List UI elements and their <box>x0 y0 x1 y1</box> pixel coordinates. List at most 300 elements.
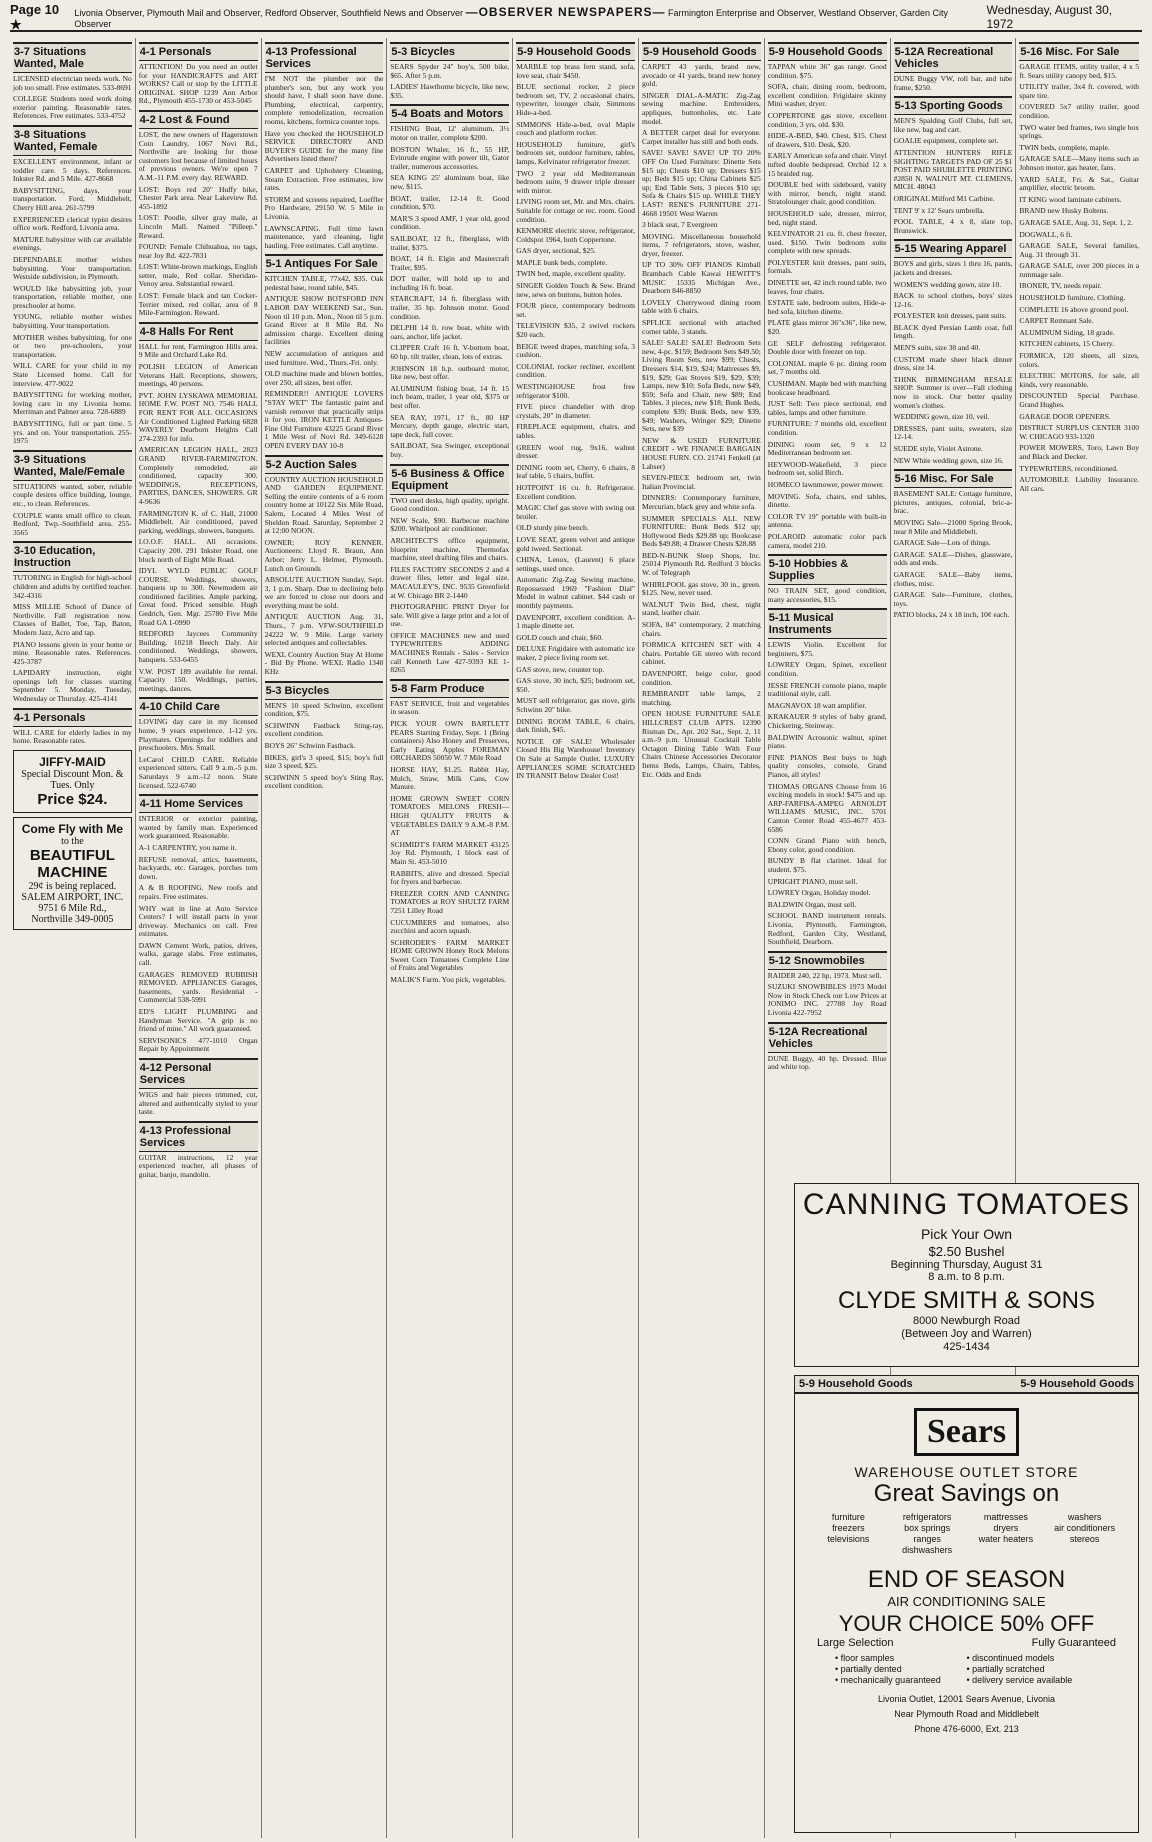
classified-ad: SPFLICE sectional with attached corner table, 3 stands. <box>641 318 761 336</box>
classified-ad: LIVING room set, Mr. and Mrs. chairs. Suitable for cottage or rec. room. Good condition. <box>516 197 635 224</box>
sears-legend-item <box>967 1675 1099 1686</box>
canning-start-date: Beginning Thursday, August 31 <box>890 1259 1043 1271</box>
classified-ad: SEARS Spyder 24" boy's, 500 bike, $65. After 5 p.m. <box>390 62 510 80</box>
classified-ad: POLYESTER knit dresses, pant suits. <box>893 311 1007 321</box>
classified-ad: BOAT, 14 ft. Elgin and Mastercraft Trailer, $95. <box>390 254 510 272</box>
sears-directions: Near Plymouth Road and Middlebelt <box>894 1709 1039 1719</box>
classified-ad: ATTENTION! Do you need an outlet for your HANDICRAFTS and ART WORKS? Call or stop by the LITTLE ORIGINAL SHOP 1239 Ann Arbor Rd., Plymouth 455-1730 or 453-5045 <box>138 62 258 106</box>
section-heading: 5-12 Snowmobiles <box>768 951 887 970</box>
classified-column <box>513 38 639 1838</box>
classified-ad: COLLEGE Students need work doing exterior painting. Reasonable rates. References. Free estimates. 533-4752 <box>13 94 132 121</box>
bullet-icon: • <box>835 1664 841 1674</box>
classified-ad: HOUSEHOLD furniture, girl's bedroom set, outdoor furniture, tables, lamps, Kelvinator refrigerator freezer. <box>516 139 635 166</box>
classified-ad: REFUSE removal, attics, basements, backyards, etc. Garages, porches torn down. <box>138 854 258 881</box>
classified-ad: DUNE Buggy VW, roll bar, and tube frame, $250. <box>893 74 1013 92</box>
bullet-icon: • <box>966 1675 973 1685</box>
sears-discount: YOUR CHOICE 50% OFF <box>838 1611 1095 1636</box>
section-heading: 5-6 Business & Office Equipment <box>390 464 509 495</box>
classified-ad: SEVEN-PIECE bedroom set, twin Italian Provincial. <box>641 473 761 491</box>
classified-ad: WOMEN'S wedding gown, size 10. <box>893 279 1002 289</box>
sears-legend-label: delivery service available <box>972 1675 1073 1685</box>
classified-ad: WILL CARE for elderly ladies in my home. Reasonable rates. <box>13 727 132 746</box>
section-heading: 5-2 Auction Sales <box>265 455 384 474</box>
issue-date: Wednesday, August 30, 1972 <box>986 3 1113 31</box>
classified-ad: THOMAS ORGANS Choose from 16 exciting models in stock! $475 and up. ARP-FARFISA-AMPEG ARNOLDT WILLIAMS MUSIC, INC. 5701 Canton Center Road 455-4677 453-6586 <box>767 781 887 834</box>
classified-ad: FIVE piece chandelier with drop crystals, 20" in diameter. <box>516 402 635 420</box>
classified-ad: CARPET Remnant Sale. <box>1019 316 1094 326</box>
classified-ad: RABBITS, alive and dressed. Special for fryers and barbecue. <box>390 868 510 887</box>
classified-ad: NO TRAIN SET, good condition, many accessories, $15. <box>767 586 887 604</box>
classified-ad: MEN'S 10 speed Schwinn, excellent condition, $75. <box>264 700 384 719</box>
classified-ad: DINETTE set, 42 inch round table, two leaves, four chairs. <box>767 278 887 296</box>
display-ad-box <box>13 750 132 813</box>
classified-ad: POLYESTER knit dresses, pant suits, formals. <box>767 257 887 276</box>
section-heading: 5-9 Household Goods <box>1020 1378 1134 1390</box>
classified-ad: GARAGE Sale—Lots of things. <box>893 538 991 548</box>
canning-address: 8000 Newburgh Road <box>912 1315 1021 1327</box>
classified-ad: PLATE glass mirror 36"x36", like new, $20. <box>767 318 887 337</box>
classified-ad: FIREPLACE equipment, chairs, and tables. <box>516 422 635 440</box>
sears-savings-line: Great Savings on <box>873 1480 1060 1507</box>
classified-ad: LOST: White-brown markings, English setter, male, Red collar. Sheridan-Venoy area. Substantial reward. <box>138 262 258 289</box>
classified-ad: TWO water bed frames, two single box springs. <box>1019 122 1140 141</box>
classified-ad: DAWN Cement Work, patios, drives, walks, garage slabs. Free estimates, call. <box>138 940 258 968</box>
classified-ad: INTERIOR or exterior painting, wanted by family man. Experienced work guaranteed. Reasonable. <box>138 814 258 841</box>
classified-ad: MEN'S Spalding Golf Clubs, full set, like new, bag and cart. <box>893 116 1013 134</box>
classified-ad: COUNTRY AUCTION HOUSEHOLD AND GARDEN EQUIPMENT. Selling the entire contents of a 6 room country home at 10122 Six Mile Road, Salem, Located 4 Miles West of Sheldon Road. Saturday, September 2 at 12:00 NOON. <box>264 474 384 536</box>
classified-ad: SIMMONS Hide-a-bed, oval Maple couch and platform rocker. <box>516 119 635 138</box>
sears-warehouse-ad <box>794 1375 1139 1833</box>
classified-ad: GARAGE SALE—Baby items, clothes, misc. <box>893 569 1013 588</box>
classified-ad: SOFA, 84" contemporary, 2 matching chairs. <box>641 620 761 638</box>
classified-ad: CLIPPER Craft 16 ft. V-bottom boat, 60 hp. tilt trailer, clean, lots of extras. <box>390 343 510 362</box>
classified-ad: REMBRANDT table lamps, 2 matching. <box>641 689 761 707</box>
classified-ad: GARAGE ITEMS, utility trailer, 4 x 5 ft. Sears utility canopy bed, $15. <box>1019 62 1140 80</box>
classified-ad: BASEMENT SALE: Cottage furniture, pictures, antiques, colonial, bric-a-brac. <box>893 489 1013 516</box>
section-heading: 5-11 Musical Instruments <box>768 608 887 639</box>
sears-large-selection: Large Selection <box>817 1637 894 1649</box>
classified-ad: PIANO lessons given in your home or mine. Reasonable rates. References. 425-3787 <box>13 639 132 666</box>
classified-ad: HALL for rent, Farmington Hills area. 9 Mile and Orchard Lake Rd. <box>138 341 258 360</box>
classified-ad: BRAND new Husky Boltens. <box>1019 206 1109 216</box>
classified-ad: HOME GROWN SWEET CORN TOMATOES MELONS FRESH—HIGH QUALITY FRUITS & VEGETABLES DAILY 9 A.M.-8 P.M. AT <box>390 793 510 838</box>
classified-ad: FORMICA KITCHEN SET with 4 chairs. Portable GE stereo with record cabinet. <box>641 640 761 667</box>
classified-ad: ED'S LIGHT PLUMBING and Handyman Service. "A grip is no friend of mine." All work guaranteed. <box>138 1007 258 1034</box>
classified-ad: POLISH LEGION of American Veterans Hall. Receptions, showers, meetings, 40 persons. <box>138 362 258 389</box>
sears-headline: END OF SEASON <box>867 1566 1066 1593</box>
classified-ad: TWO steel desks, high quality, upright. Good condition. <box>390 495 510 514</box>
classified-ad: CUSTOM made sheer black dinner dress, size 14. <box>893 354 1013 373</box>
sears-logo: Sears <box>914 1408 1019 1456</box>
classified-ad: LeCarol CHILD CARE. Reliable experienced sitters. Call 9 a.m.-5 p.m. Saturdays 9 a.m.-12 noon. State licensed. 522-6740 <box>138 754 258 790</box>
classified-ad: UPRIGHT PIANO, must sell. <box>767 876 858 886</box>
classified-ad: STORM and screens repaired, Loeffler Pro Hardware, 29150 W. 5 Mile in Livonia. <box>264 194 384 221</box>
classified-ad: WIGS and hair pieces trimmed, cut, altered and authentically styled to your taste. <box>138 1090 258 1117</box>
classified-ad: HIDE-A-BED, $40. Chest, $15. Chest of drawers, $10. Desk, $20. <box>767 131 887 149</box>
classified-ad: NEW Scale, $90. Barbecue machine $200. Whirlpool air conditioner. <box>390 515 510 534</box>
section-heading: 5-9 Household Goods <box>799 1378 913 1390</box>
classified-ad: A BETTER carpet deal for everyone. Carpet installer has still and both ends. <box>641 128 761 146</box>
classified-ad: DINNERS: Contemporary furniture, Mercurian, black grey and white sofa. <box>641 493 761 511</box>
classified-ad: DISCOUNTED Special Purchase. Grand Hughes. <box>1019 391 1140 409</box>
sears-guarantee-row <box>795 1637 1138 1649</box>
section-heading: 4-8 Halls For Rent <box>139 322 258 341</box>
classified-ad: TYPEWRITERS, reconditioned. <box>1019 463 1118 473</box>
classified-ad: ORIGINAL Milford M1 Carbine. <box>893 193 995 203</box>
classified-ad: EXPERIENCED clerical typist desires office work. Redford, Livonia area. <box>13 214 132 233</box>
classified-ad: GARAGE SALE, over 200 pieces in a rummage sale. <box>1019 261 1140 279</box>
classified-ad: DINING room set, Cherry, 6 chairs, 8 leaf table, 5 chairs, buffet. <box>516 462 635 481</box>
classified-ad: FURNITURE: 7 months old, excellent condition. <box>767 419 887 437</box>
classified-ad: CARPET and Upholstery Cleaning, Steam Extraction. Free estimates, low rates. <box>264 165 384 193</box>
classified-ad: NOTICE OF SALE! Wholesaler Closed His Big Warehouse! Inventory On Sale at Sample Outlet. LUXURY APPLIANCES SOME SCRATCHED IN TRANSIT Below Dealer Cost! <box>516 736 635 781</box>
classified-ad: BEIGE tweed drapes, matching sofa, 3 cushion. <box>516 341 635 360</box>
sears-legend <box>795 1649 1138 1690</box>
section-heading: 3-10 Education, Instruction <box>13 541 132 572</box>
classified-ad: GAS dryer, sectional, $25. <box>516 246 596 256</box>
classified-ad: WEXL Country Auction Stay At Home - Bid By Phone. WEXL Radio 1340 KHz <box>264 649 384 677</box>
classified-ad: JOHNSON 18 h.p. outboard motor, like new, best offer. <box>390 363 510 382</box>
section-heading: 4-1 Personals <box>13 708 132 727</box>
classified-ad: BED-N-BUNK Sleep Shops, Inc. 25014 Plymouth Rd. Redford 3 blocks W. of Telegraph <box>641 550 761 578</box>
classified-ad: GARAGE SALE, Aug. 31, Sept. 1, 2. <box>1019 217 1133 227</box>
classified-ad: SUMMER SPECIALS ALL NEW FURNITURE: Bunk Beds $12 up; Hollywood Beds $29.88 up; Bookcase Beds $49.88; 4 Drawer Chests $28.88 <box>641 513 761 549</box>
classified-ad: ARCHITECT'S office equipment, blueprint machine, Thermofax machine, steel drafting files and chairs. <box>390 535 510 563</box>
classified-ad: OLD sturdy pine bench. <box>516 523 589 533</box>
classified-ad: DAVENPORT, excellent condition. A-1 maple dinette set. <box>516 612 635 631</box>
section-heading: 4-13 Professional Services <box>265 42 384 73</box>
canning-phone: 425-1434 <box>943 1341 990 1353</box>
section-heading: 5-4 Boats and Motors <box>390 104 509 123</box>
canning-headline: CANNING TOMATOES <box>802 1188 1131 1221</box>
classified-ad: HOUSEHOLD sale, dresser, mirror, bed, night stand. <box>767 208 887 227</box>
classified-ad: MAGNAVOX 18 watt amplifier. <box>767 700 867 710</box>
section-heading: 5-9 Household Goods <box>642 42 761 61</box>
classified-ad: BLACK dyed Persian Lamb coat, full length. <box>893 322 1013 341</box>
classified-ad: SALE! SALE! SALE! Bedroom Sets new, 4-pc. $159; Bedroom Sets $49.50; Living Room Sets, new $99; Chests, Dressers $14, $19, $24; Mattresses $9, $19, $29; Gas Stoves $19, $29, $39; Lamps, new $10; Sofa Beds, new $49, $59; Sofa and Chair, new $89; End Tables, 3 pieces, new $18; Bunk Beds, complete $39; Bunk Beds, new $39, $49; Washers, Wringer $29; Dinette Sets, new $39 <box>641 338 761 434</box>
classified-ad: ABSOLUTE AUCTION Sunday, Sept. 3, 1 p.m. Sharp. Due to declining help we are forced to close our doors and everything must be sold. <box>264 575 384 610</box>
classified-ad: GARAGE Sale—Furniture, clothes, toys. <box>893 590 1013 608</box>
classified-ad: LEWIS Violin. Excellent for beginners, $75. <box>767 640 887 658</box>
classified-column <box>387 38 513 1838</box>
classified-ad: KITCHEN TABLE, 77x42, $35. Oak pedestal base, round table, $45. <box>264 274 384 292</box>
sears-fully-guaranteed: Fully Guaranteed <box>1031 1637 1116 1649</box>
bullet-icon: • <box>966 1664 973 1674</box>
classified-ad: REDFORD Jaycees Community Building, 10218 Beech Daly. Air conditioned. Weddings, showers, banquets. 533-6455 <box>138 629 258 665</box>
classified-ad: RAIDER 240, 22 hp, 1973. Must sell. <box>767 970 882 980</box>
sears-legend-label: discontinued models <box>972 1653 1055 1663</box>
classified-ad: HOTPOINT 16 cu. ft. Refrigerator. Excellent condition. <box>516 482 635 501</box>
classified-ad: DINING ROOM TABLE, 6 chairs, dark finish, $45. <box>516 716 635 735</box>
classified-ad: COUPLE wants small office to clean. Redford, Twp.-Southfield area. 255-3565 <box>13 510 132 537</box>
classified-ad: COLOR TV 19" portable with built-in antenna. <box>767 511 887 530</box>
classified-ad: YOUNG, reliable mother wishes babysitting. Your transportation. <box>13 312 132 331</box>
classified-ad: SITUATIONS wanted, sober, reliable couple desires office building, lounge, etc., to clean. References. <box>13 481 132 508</box>
sears-product: ranges <box>913 1534 941 1544</box>
section-heading: 4-13 Professional Services <box>139 1121 258 1152</box>
classified-ad: GARAGES REMOVED RUBBISH REMOVED. APPLIANCES Garages, basements, yards. Residential - Commercial 538-5991 <box>138 969 258 1005</box>
sears-legend-item <box>967 1664 1099 1675</box>
section-heading: 5-9 Household Goods <box>516 42 635 61</box>
section-heading: 5-13 Sporting Goods <box>894 96 1013 115</box>
classified-ad: A & B ROOFING. New roofs and repairs. Free estimates. <box>138 883 258 901</box>
section-heading: 5-9 Household Goods <box>768 42 887 61</box>
classified-ad: COMPLETE 16 above ground pool. <box>1019 304 1129 314</box>
classified-ad: HOMECO lawnmower, power mower. <box>767 479 884 489</box>
classified-ad: WESTINGHOUSE frost free refrigerator $100. <box>516 382 635 400</box>
classified-ad: CHINA, Lenox, (Laurent) 6 place settings, used once. <box>516 555 635 573</box>
sears-legend-item <box>835 1675 967 1686</box>
sears-product-grid <box>795 1508 1138 1560</box>
display-ad-line: Special Discount Mon. & Tues. Only <box>21 768 124 791</box>
classified-ad: COLONIAL rocker recliner, excellent condition. <box>516 361 635 380</box>
classified-ad: IDYL WYLD PUBLIC GOLF COURSE. Weddings, showers, banquets up to 300. Newmodern air conditioned facilities. Ample parking. Great food. Priced sensible. Hugh Gedrich, Gen. Mgr. 25780 Five Mile Road GA 1-0990 <box>138 566 258 627</box>
classified-ad: SINGER DIAL-A-MATIC Zig-Zag sewing machine. Embroiders, appliques, buttonholes, etc. Late model. <box>641 90 761 126</box>
classified-ad: YARD SALE, Fri. & Sat., Guitar amplifier, electric broom. <box>1019 174 1140 193</box>
classified-ad: CONN Grand Piano with bench, Ebony color, good condition. <box>767 836 887 854</box>
classified-ad: FOUND: Female Chihuahua, no tags, near Joy Rd. 422-7831 <box>138 242 258 260</box>
classified-ad: MEN'S suits, size 38 and 40. <box>893 343 981 353</box>
classified-ad: LOWREY Organ, Spinet, excellent condition. <box>767 660 887 679</box>
classified-ad: GAS stove, new, counter top. <box>516 664 605 674</box>
classified-ad: SCHMIDT'S FARM MARKET 43125 Joy Rd. Plymouth, 1 block east of Main St. 453-5010 <box>390 839 510 866</box>
sears-legend-label: floor samples <box>840 1653 895 1663</box>
classified-ad: SOFA, chair, dining room, bedroom, excellent condition. Frigidaire skinny Mini washer, dryer. <box>767 82 887 109</box>
display-ad-line: BEAUTIFUL MACHINE <box>29 846 115 881</box>
canning-price: $2.50 Bushel <box>928 1244 1005 1259</box>
sears-product: water heaters <box>978 1534 1034 1544</box>
classified-ad: FREEZER CORN AND CANNING TOMATOES at ROY SHULTZ FARM 7251 Lilley Road <box>390 888 510 915</box>
classified-ad: DINING room set, 9 x 12 Mediterranean bedroom set. <box>767 439 887 458</box>
classified-ad: LADIES' Hawthorne bicycle, like new, $35. <box>390 82 510 100</box>
classified-ad: JESSE FRENCH console piano, maple traditional style, call. <box>767 680 887 699</box>
classified-ad: ALUMINUM fishing boat, 14 ft. 15 inch beam, trailer, 1 year old, $375 or best offer. <box>390 383 510 410</box>
sears-product: air conditioners <box>1054 1523 1116 1533</box>
classified-ad: TUTORING in English for high-school children and adults by certified teacher. 342-4316 <box>13 573 132 600</box>
classified-ad: GOLD couch and chair, $60. <box>516 632 603 642</box>
classified-ad: I'M NOT the plumber nor the plumber's son, but any work you should have, I shall soon have done. Plumbing, electrical, carpentry, complete remodelization, recreation rooms, kitchens, formica counter tops. <box>264 74 384 126</box>
section-heading: 5-10 Hobbies & Supplies <box>768 554 887 585</box>
classified-ad: V.W. POST 189 available for rental. Capacity 150. Weddings, parties, meetings, dances. <box>138 666 258 693</box>
classified-column <box>10 38 136 1838</box>
classified-ad: MATURE babysitter with car available evenings. <box>13 234 132 253</box>
section-heading: 3-7 Situations Wanted, Male <box>13 42 132 73</box>
classified-ad: FORMICA, 120 sheets, all sizes, colors. <box>1019 351 1140 369</box>
classified-ad: PATIO blocks, 24 x 18 inch, 10¢ each. <box>893 610 1010 620</box>
classified-ad: STARCRAFT, 14 ft. fiberglass with trailer, 35 hp. Johnson motor. Good condition. <box>390 294 510 321</box>
classified-ad: KENMORE electric stove, refrigerator, Coldspot 1964, both Coppertone. <box>516 226 635 244</box>
classified-ad: SERVISONICS 477-1010 Organ Repair by Appointment <box>138 1035 258 1054</box>
classified-ad: FAST SERVICE, fruit and vegetables in season. <box>390 698 510 717</box>
section-heading: 3-8 Situations Wanted, Female <box>13 125 132 156</box>
classified-ad: PHOTOGRAPHIC PRINT Dryer for sale. Will give a large print and a lot of use. <box>390 602 510 629</box>
classified-ad: CARPET 43 yards, brand new, avocado or 41 yards, brand new honey gold. <box>641 62 761 89</box>
classified-ad: LOVING day care in my licensed home, 9 years experience. 1-12 yrs. Playmates. Openings for toddlers and preschoolers. Mrs. Small. <box>138 717 258 753</box>
classified-ad: DOGWALL, 6 ft. <box>1019 229 1073 239</box>
classified-ad: BABYSITTING, full or part time. 5 yrs. and on. Your transportation. 255-1975 <box>13 419 132 446</box>
classified-ad: KRAKAUER 9 styles of baby grand, Chickering, Steinway. <box>767 712 887 731</box>
canning-pick-line: Pick Your Own <box>920 1226 1013 1242</box>
classified-ad: BABYSITTING, days, your transportation. Ford, Middlebelt, Cherry Hill area. 261-5799 <box>13 185 132 212</box>
canning-farm-name: CLYDE SMITH & SONS <box>838 1287 1095 1314</box>
classified-ad: SUEDE style, Violet Astrone. <box>893 444 983 453</box>
classified-ad: MAPLE bunk beds, complete. <box>516 257 608 267</box>
sears-address: Livonia Outlet, 12001 Sears Avenue, Livonia <box>878 1694 1055 1704</box>
classified-ad: FARMINGTON K. of C. Hall, 21000 Middlebelt. Air conditioned, paved parking, weddings, showers, banquets. <box>138 508 258 535</box>
classified-ad: DOUBLE bed with sideboard, vanity with mirror, bench, night stand. Stratolounger chair, good condition. <box>767 180 887 207</box>
classified-ad: MUST sell refrigerator, gas stove, girls Schwinn 20" bike. <box>516 696 635 714</box>
classified-ad: PVT. JOHN LYSKAWA MEMORIAL HOME F.W. POST NO. 7546 HALL FOR RENT FOR ALL OCCASIONS Air Conditioned Lighted Parking 6828 WAVERLY Dearborn Heights Call 274-2393 for info. <box>138 390 258 443</box>
classified-ad: SCHWINN 5 speed boy's Sting Ray, excellent condition. <box>264 772 384 791</box>
sears-product: washers <box>1067 1512 1102 1522</box>
classified-ad: POWER MOWERS, Toro, Lawn Boy and Black and Decker. <box>1019 443 1140 461</box>
sears-product: dryers <box>993 1523 1019 1533</box>
section-heading: 4-1 Personals <box>139 42 258 61</box>
section-heading: 5-1 Antiques For Sale <box>265 254 384 273</box>
bullet-icon: • <box>966 1653 973 1663</box>
classified-ad: MAR'S 3 speed AMF, 1 year old, good condition. <box>390 213 510 232</box>
classified-ad: IT KING wood laminate cabinets. <box>1019 194 1122 204</box>
classified-ad: BACK to school clothes, boys' sizes 12-16. <box>893 291 1013 309</box>
section-heading: 5-12A Recreational Vehicles <box>768 1022 887 1053</box>
classified-ad: MOTHER wishes babysitting, for one or two pre-schoolers, your transportation. <box>13 332 132 359</box>
canning-cross-streets: (Between Joy and Warren) <box>901 1328 1032 1340</box>
classified-column <box>639 38 765 1838</box>
display-ad-box <box>13 817 132 930</box>
bullet-icon: • <box>835 1653 841 1663</box>
classified-ad: LOVELY Cherrywood dining room table with 6 chairs. <box>641 297 761 316</box>
classified-ad: FINE PIANOS Best buys to high quality consoles, console, Grand Pianos, all styles! <box>767 752 887 779</box>
classified-ad: EXCELLENT environment, infant or toddler care. 5 days. References. Inkster Rd. and 5 Mile. 427-8668 <box>13 156 132 184</box>
display-ad-line: JIFFY-MAID <box>39 754 106 769</box>
canning-hours: 8 a.m. to 8 p.m. <box>928 1271 1005 1283</box>
section-heading: 5-16 Misc. For Sale <box>894 469 1013 488</box>
classified-ad: MOVING Sale—21000 Spring Brook, near 8 Mile and Middlebelt. <box>893 517 1013 536</box>
section-heading: 3-9 Situations Wanted, Male/Female <box>13 450 132 481</box>
left-papers: Livonia Observer, Plymouth Mail and Observer, Redford Observer, Southfield News and Observer <box>74 8 464 18</box>
classified-ad: GARAGE SALE, Several families, Aug. 31 through 31. <box>1019 241 1140 259</box>
newspaper-title: —OBSERVER NEWSPAPERS— <box>465 5 666 19</box>
display-ad-line: to the <box>61 835 84 847</box>
classified-ad: TELEVISION $35, 2 swivel rockers $20 each. <box>516 321 635 340</box>
classified-ad: GUITAR instructions, 12 year experienced teacher, all phases of guitar, banjo, mandolin. <box>138 1152 258 1179</box>
sears-product: televisions <box>827 1534 870 1544</box>
classified-ad: WALNUT Twin Bed, chest, night stand, leather chair. <box>641 599 761 618</box>
classified-ad: KITCHEN cabinets, 15 Cherry. <box>1019 339 1115 349</box>
section-heading: 4-11 Home Services <box>139 794 258 813</box>
classified-ad: EARLY American sofa and chair. Vinyl tufted double bedspread. Orchid 12 x 15 braided rug. <box>767 151 887 178</box>
classified-ad: SAVE! SAVE! SAVE! UP TO 20% OFF On Used Furniture: Dinette Sets $15 up; Chests $10 up; Dressers $15 up; Beds $15 up; China Cabinets $25 up; End Table Sets, 3 pieces $10 up; Sofa & Chairs $15 up. WHILE THEY LAST! RENE'S FURNITURE 271-4668 19501 West Warren <box>641 148 761 218</box>
classified-ad: THINK BIRMINGHAM RESALE SHOP. Summer is over—Fall clothing now in stock. Our better quality women's clothes. <box>893 374 1013 410</box>
section-heading: 4-12 Personal Services <box>139 1058 258 1089</box>
classified-ad: MAGIC Chef gas stove with swing out broiler. <box>516 503 635 521</box>
sears-product: refrigerators <box>902 1512 952 1522</box>
classified-ad: LOST: Female black and tan Cocker-Terrier mixed, red collar, area of 8 Mile-Farmington. Reward. <box>138 291 258 318</box>
page-number: Page 10 ★ <box>10 1 60 32</box>
classified-ad: GAS stove, 30 inch, $25; bedroom set, $50. <box>516 676 635 694</box>
classified-ad: FOUR piece, contemporary bedroom set. <box>516 301 635 319</box>
classified-ad: NEW & USED FURNITURE CREDIT - WE FINANCE BARGAIN HOUSE FURN. CO. 21741 Fenkell (at Lahser) <box>641 435 761 471</box>
classified-ad: ANTIQUE SHOW BOTSFORD INN LABOR DAY WEEKEND Sat., Sun. Noon til 10 p.m. Mon., Noon til 5 p.m. Grand River at 8 Mile Rd. No admission charge. Excellent dining facilities <box>264 294 384 347</box>
classified-ad: TWIN beds, complete, maple. <box>1019 142 1110 152</box>
sears-legend-item <box>835 1664 967 1675</box>
classified-ad: MOVING. Miscellaneous household items, 7 refrigerators, stove, washer, dryer, freezer. <box>641 231 761 258</box>
classified-ad: TWIN bed, maple, excellent quality. <box>516 269 626 279</box>
classified-ad: MOVING. Sofa, chairs, end tables, dinette. <box>767 491 887 510</box>
classified-ad: GARAGE DOOR OPENERS. <box>1019 411 1111 421</box>
section-heading: 4-10 Child Care <box>139 697 258 716</box>
classified-ad: AMERICAN LEGION HALL, 2823 GRAND RIVER-FARMINGTON. Completely remodeled, air conditioned, capacity 300. WEDDINGS, RECEPTIONS, PARTIES, DANCES, SHOWERS. GR 4-9636 <box>138 445 258 506</box>
classified-ad: WEDDING gown, size 10, veil. <box>893 412 990 422</box>
classified-ad: BALDWIN Acrosonic walnut, spinet piano. <box>767 732 887 751</box>
display-ad-line: Price $24. <box>37 790 108 808</box>
classified-ad: LOST: Boys red 20" Huffy bike, Chester Park area. Near Lakeview Rd. 455-1892 <box>138 184 258 211</box>
classified-ad: REMINDER!! ANTIQUE LOVERS "STAY WET" The fantastic paint and varnish remover that practically strips it for you. IRON KETTLE Antiques-Fine Old Furniture 43225 Grand River 1 Mile West of Novi Rd. 349-6128 OPEN EVERY DAY 10-8 <box>264 389 384 450</box>
classified-ad: CUSHMAN. Maple bed with matching bookcase headboard. <box>767 379 887 397</box>
classified-ad: TAPPAN white 36" gas range. Good condition. $75. <box>767 62 887 80</box>
classified-ad: SEA KING 25' aluminum boat, like new, $115. <box>390 173 510 191</box>
classified-ad: LOST: Poodle, silver gray male, at Lincoln Mall. Named "Pilleep." Reward. <box>138 213 258 240</box>
classified-ad: POLAROID automatic color pack camera, model 210. <box>767 531 887 550</box>
classified-ad: JUST Sell: Two piece sectional, end tables, lamps and other furniture. <box>767 399 887 417</box>
classified-ad: WOULD like babysitting job, your transportation, reliable mother, one preschooler at home. <box>13 283 132 310</box>
classified-ad: CUCUMBERS and tomatoes, also zucchini and acorn squash. <box>390 917 510 936</box>
classified-ad: DAVENPORT, beige color, good condition. <box>641 669 761 687</box>
sears-section-header <box>795 1376 1138 1394</box>
classified-ad: BOSTON Whaler, 16 ft., 55 HP, Evinrude engine with power tilt, Gator trailer, numerous accessories. <box>390 144 510 171</box>
classified-ad: DUNE Buggy, 40 hp. Dressed. Blue and white top. <box>767 1053 887 1072</box>
classified-ad: GARAGE SALE—Many items such as Johnson motor, gas heater, fans. <box>1019 154 1140 172</box>
classified-ad: SCHOOL BAND instrument rentals. Livonia, Plymouth, Farmington, Redford, Garden City, Westland, Southfield, Dearborn. <box>767 911 887 947</box>
classified-ad: LOVE SEAT, green velvet and antique gold tweed. Sectional. <box>516 534 635 553</box>
classified-ad: GARAGE SALE—Dishes, glassware, odds and ends. <box>893 549 1013 568</box>
classified-ad: COVERED 5x7 utility trailer, good condition. <box>1019 102 1140 120</box>
classified-ad: BIKES, girl's 3 speed, $15; boy's full size 3 speed, $25. <box>264 752 384 771</box>
classified-ad: POOL TABLE, 4 x 8, slate top, Brunswick. <box>893 217 1013 235</box>
classified-ad: ELECTRIC MOTORS, for sale, all kinds, very reasonable. <box>1019 371 1140 389</box>
classified-column <box>136 38 262 1838</box>
classified-ad: OPEN HOUSE FURNITURE SALE HILLCREST CLUB APTS. 12390 Risman Dr., Apt. 202 Sat., Sept. 2, 11 a.m.-9 p.m. Unusual Cocktail Table Octagon Dining Table With Four Chairs Chinese Accessories Decorator Items Beds, Lamps, Chairs, Tables, Etc. Odds and Ends <box>641 709 761 779</box>
classified-ad: MALIK'S Farm. You pick, vegetables. <box>390 975 506 985</box>
classified-ad: BABYSITTING for working mother, loving care in my Livonia home. Merriman and Palmer area. 728-6889 <box>13 390 132 417</box>
sears-subhead: AIR CONDITIONING SALE <box>887 1594 1046 1609</box>
sears-legend-label: mechanically guaranteed <box>840 1675 941 1685</box>
classified-ad: SAILBOAT, Sea Swinger, exceptional buy. <box>390 441 510 459</box>
classified-ad: FISHING Boat, 12' aluminum, 3½ motor on trailer, complete $200. <box>390 124 510 142</box>
sears-phone: Phone 476-6000, Ext. 213 <box>914 1724 1019 1734</box>
sears-legend-label: partially dented <box>840 1664 902 1674</box>
sears-product <box>967 1545 1046 1556</box>
classified-ad: LOST, the new owners of Hagerstown Coin Laundry, 1067 Novi Rd., Northville are looking for those customers lost because of limited hours of previous owners. We're open 7 A.M.-11 P.M. every day. REWARD. <box>138 129 258 182</box>
classified-ad: GE SELF defrosting refrigerator. Double door with freezer on top. <box>767 338 887 357</box>
sears-product: freezers <box>832 1523 865 1533</box>
classified-ad: GOALIE equipment, complete set. <box>893 136 999 146</box>
classified-ad: DOT trailer, will hold up to and including 16 ft. boat. <box>390 274 510 292</box>
classified-ad: NEW White wedding gown, size 16. <box>893 455 1004 465</box>
classified-ad: DEPENDABLE mother wishes babysitting. Your transportation. Westside subdivision, in Plymouth. <box>13 254 132 282</box>
classified-ad: AUTOMOBILE Liability Insurance. All cars. <box>1019 475 1140 493</box>
classified-ad: HOUSEHOLD furniture, Clothing. <box>1019 293 1126 303</box>
classified-ad: ATTENTION HUNTERS RIFLE SIGHTING TARGETS PAD OF 25 $1 POST PAID SHUBLETTE PRINTING #2850 N. WALNUT MT. CLEMENS, MICH. 48043 <box>893 147 1013 192</box>
classified-ad: FILES FACTORY SECONDS 2 and 4 drawer files, letter and legal size. MACAULEY'S, INC. 9535 Greenfield at W. Chicago BR 2-1440 <box>390 564 510 600</box>
classified-ad: BALDWIN Organ, must sell. <box>767 899 857 909</box>
classified-ad: MARBLE top brass fern stand, sofa, love seat, chair $450. <box>516 62 635 80</box>
classified-ad: SINGER Golden Touch & Sew. Brand new, sews on buttons, button holes. <box>516 281 635 299</box>
sears-legend-item <box>835 1653 967 1664</box>
section-heading: 5-16 Misc. For Sale <box>1019 42 1139 61</box>
classified-ad: TWO 2 year old Mediterranean bedroom suite, 9 drawer triple dresser with mirror. <box>516 168 635 195</box>
classified-ad: COLONIAL maple 6 pc. dining room set, 7 months old. <box>767 358 887 377</box>
